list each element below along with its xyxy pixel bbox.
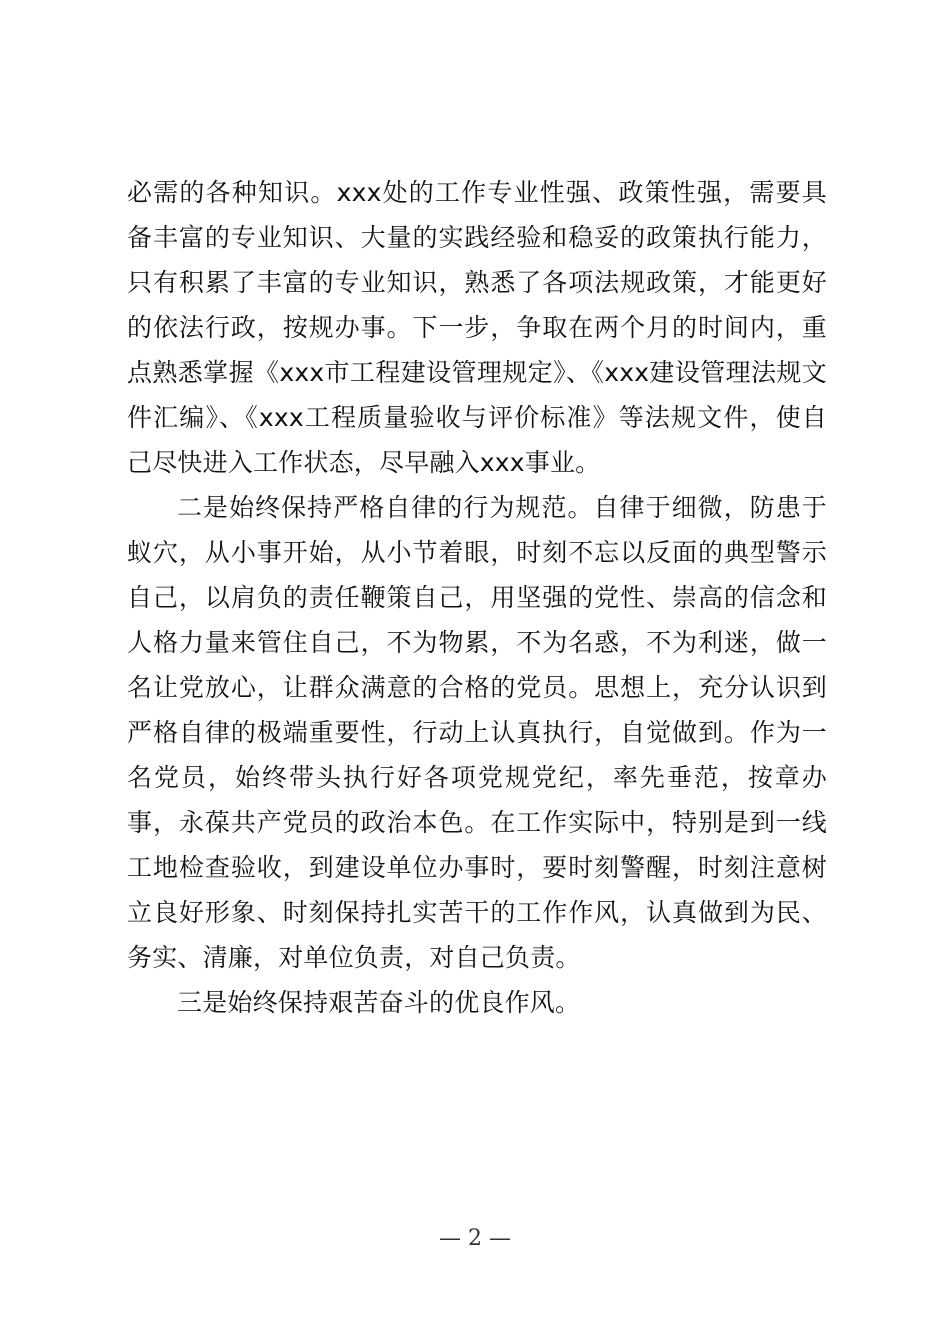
paragraph-self-discipline: 二是始终保持严格自律的行为规范。自律于细微，防患于蚁穴，从小事开始，从小节着眼，时刻不忘以反面的典型警示自己，以肩负的责任鞭策自己，用坚强的党性、崇高的信念和人格力量来管住自己，不为物累，不为名惑，不为利迷，做一名让党放心，让群众满意的合格的党员。思想上，充分认识到严格自律的极端重要性，行动上认真执行，自觉做到。作为一名党员，始终带头执行好各项党规党纪，率先垂范，按章办事，永葆共产党员的政治本色。在工作实际中，特别是到一线工地检查验收，到建设单位办事时，要时刻警醒，时刻注意树立良好形象、时刻保持扎实苦干的工作作风，认真做到为民、务实、清廉，对单位负责，对自己负责。 [127,493,827,972]
document-body [127,170,827,1025]
paragraph-hard-work: 三是始终保持艰苦奋斗的优良作风。 [177,988,581,1017]
page-number: — 2 — [439,1226,511,1251]
paragraph-continued-knowledge: 必需的各种知识。xxx处的工作专业性强、政策性强，需要具备丰富的专业知识、大量的实践经验和稳妥的政策执行能力，只有积累了丰富的专业知识，熟悉了各项法规政策，才能更好的依法行政，按规办事。下一步，争取在两个月的时间内，重点熟悉掌握《xxx市工程建设管理规定》、《xxx建设管理法规文件汇编》、《xxx工程质量验收与评价标准》等法规文件，使自己尽快进入工作状态，尽早融入xxx事业。 [127,178,827,477]
